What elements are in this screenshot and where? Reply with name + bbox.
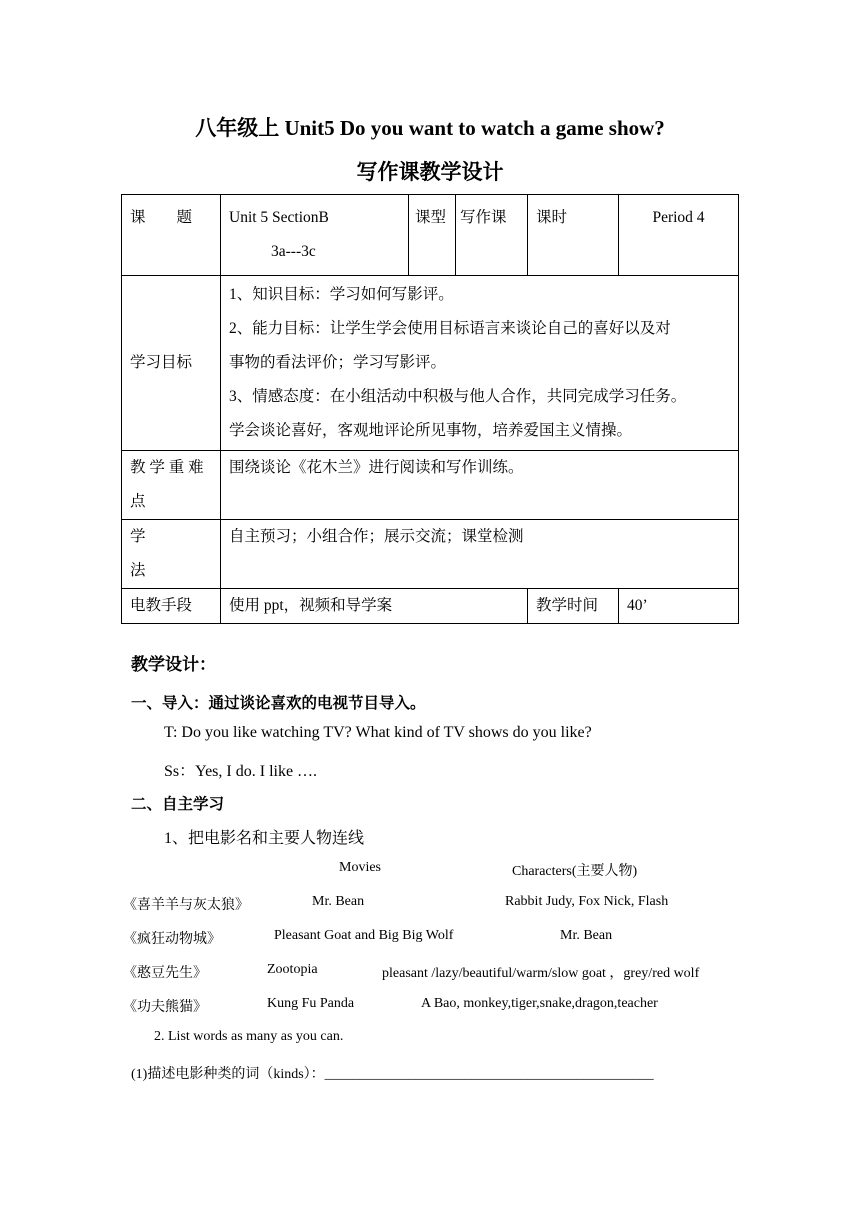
movies-column-header: Movies (339, 860, 381, 875)
topic-label: 课 题 (122, 195, 221, 276)
time-label: 教学时间 (528, 589, 619, 624)
key-points-label-line1: 教 学 重 难 (130, 459, 204, 476)
part1-heading: 一、导入：通过谈论喜欢的电视节目导入。 (131, 694, 426, 712)
design-heading: 教学设计： (131, 655, 216, 675)
matching-character: Mr. Bean (560, 928, 613, 943)
table-row-key-points (122, 451, 739, 520)
document-subtitle: 写作课教学设计 (356, 160, 504, 184)
time-value: 40’ (619, 589, 739, 624)
task2-item1: (1)描述电影种类的词（kinds）：_______________________________________________ (131, 1067, 654, 1082)
matching-cn-title: 《功夫熊猫》 (123, 1000, 207, 1015)
matching-cn-title: 《喜羊羊与灰太狼》 (123, 898, 249, 913)
goal-line: 1、知识目标：学习如何写影评。 (229, 286, 454, 303)
type-value: 写作课 (456, 195, 528, 276)
part2-heading: 二、自主学习 (131, 795, 225, 813)
key-points-label (122, 451, 221, 520)
media-value: 使用 ppt，视频和导学案 (221, 589, 528, 624)
topic-value-line1: Unit 5 SectionB (229, 209, 329, 226)
students-line: Ss：Yes, I do. I like …. (164, 763, 318, 780)
table-row-topic (122, 195, 739, 276)
matching-movie: Kung Fu Panda (267, 996, 355, 1011)
period-value: Period 4 (619, 195, 739, 276)
matching-character: A Bao, monkey,tiger,snake,dragon,teacher (421, 996, 658, 1011)
matching-character: pleasant /lazy/beautiful/warm/slow goat ，grey/red wolf (382, 966, 700, 981)
goals-content (221, 276, 739, 451)
goal-line: 2、能力目标：让学生学会使用目标语言来谈论自己的喜好以及对 (229, 320, 671, 337)
method-label-line2: 法 (130, 562, 146, 579)
goal-line: 学会谈论喜好，客观地评论所见事物，培养爱国主义情操。 (229, 422, 633, 439)
key-points-value: 围绕谈论《花木兰》进行阅读和写作训练。 (221, 451, 739, 520)
matching-cn-title: 《憨豆先生》 (123, 966, 207, 981)
task1-instruction: 1、把电影名和主要人物连线 (164, 830, 365, 847)
table-row-goals (122, 276, 739, 451)
task2-instruction: 2. List words as many as you can. (154, 1029, 344, 1044)
table-row-media (122, 589, 739, 624)
characters-column-header: Characters(主要人物) (512, 864, 638, 879)
type-label: 课型 (409, 195, 456, 276)
topic-value (221, 195, 409, 276)
goals-label: 学习目标 (122, 276, 221, 451)
document-title: 八年级上 Unit5 Do you want to watch a game show? (195, 116, 665, 140)
key-points-label-line2: 点 (130, 493, 146, 510)
table-row-method (122, 520, 739, 589)
goal-line: 事物的看法评价；学习写影评。 (229, 354, 447, 371)
method-value: 自主预习；小组合作；展示交流；课堂检测 (221, 520, 739, 589)
period-label: 课时 (528, 195, 619, 276)
matching-movie: Mr. Bean (312, 894, 365, 909)
method-label (122, 520, 221, 589)
media-label: 电教手段 (122, 589, 221, 624)
matching-movie: Zootopia (267, 962, 318, 977)
matching-movie: Pleasant Goat and Big Big Wolf (274, 928, 454, 943)
goal-line: 3、情感态度：在小组活动中积极与他人合作，共同完成学习任务。 (229, 388, 687, 405)
teacher-line: T: Do you like watching TV? What kind of TV shows do you like? (164, 724, 592, 741)
method-label-line1: 学 (130, 528, 146, 545)
topic-value-line2: 3a---3c (271, 243, 316, 260)
matching-character: Rabbit Judy, Fox Nick, Flash (505, 894, 669, 909)
matching-cn-title: 《疯狂动物城》 (123, 932, 221, 947)
lesson-info-table (121, 194, 739, 624)
